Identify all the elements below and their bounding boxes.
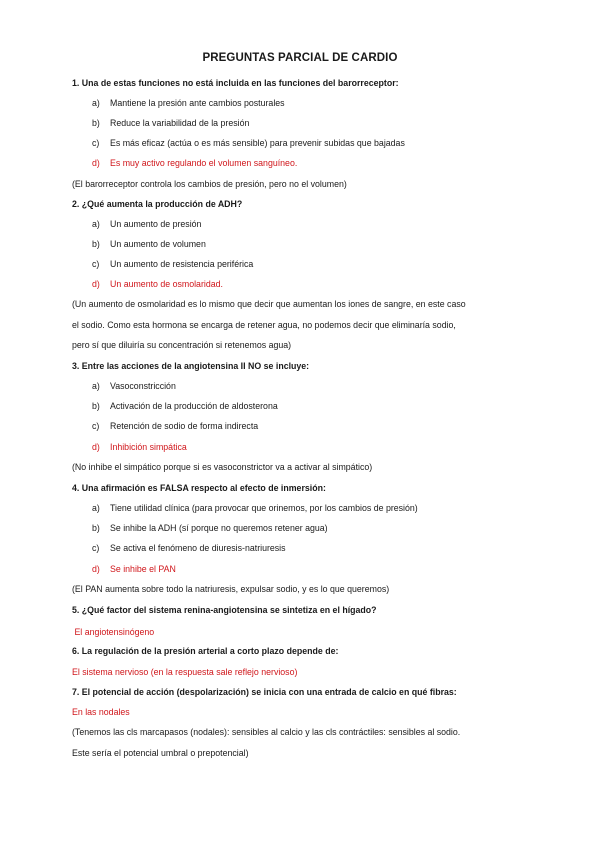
q4-option-b: b) Se inhibe la ADH (sí porque no queremos retener agua) (92, 523, 328, 533)
q1-option-b: b) Reduce la variabilidad de la presión (92, 118, 250, 128)
q1-option-a: a) Mantiene la presión ante cambios posturales (92, 98, 285, 108)
q7-note-line-2: Este sería el potencial umbral o prepotencial) (72, 748, 249, 758)
q7-note-line-1: (Tenemos las cls marcapasos (nodales): sensibles al calcio y las cls contráctiles: sensibles al sodio. (72, 727, 461, 737)
question-3: 3. Entre las acciones de la angiotensina II NO se incluye: (72, 361, 310, 371)
q1-option-d-answer: d) Es muy activo regulando el volumen sanguíneo. (92, 158, 298, 168)
q4-option-c: c) Se activa el fenómeno de diuresis-natriuresis (92, 543, 286, 553)
q2-option-a: a) Un aumento de presión (92, 219, 202, 229)
q7-answer: En las nodales (72, 707, 130, 717)
q2-option-b: b) Un aumento de volumen (92, 239, 206, 249)
question-1: 1. Una de estas funciones no está incluida en las funciones del barorreceptor: (72, 78, 399, 88)
q2-note-line-1: (Un aumento de osmolaridad es lo mismo que decir que aumentan los iones de sangre, en este caso (72, 299, 466, 309)
q1-note: (El barorreceptor controla los cambios de presión, pero no el volumen) (72, 179, 347, 189)
question-7: 7. El potencial de acción (despolarización) se inicia con una entrada de calcio en qué fibras: (72, 687, 457, 697)
q2-note-line-3: pero sí que diluiría su concentración si retenemos agua) (72, 340, 292, 350)
q6-answer: El sistema nervioso (en la respuesta sale reflejo nervioso) (72, 667, 298, 677)
q3-option-a: a) Vasoconstricción (92, 381, 176, 391)
question-5: 5. ¿Qué factor del sistema renina-angiotensina se sintetiza en el hígado? (72, 605, 377, 615)
q3-option-d-answer: d) Inhibición simpática (92, 442, 187, 452)
question-4: 4. Una afirmación es FALSA respecto al efecto de inmersión: (72, 483, 326, 493)
q4-option-a: a) Tiene utilidad clínica (para provocar que orinemos, por los cambios de presión) (92, 503, 418, 513)
q2-note-line-2: el sodio. Como esta hormona se encarga de retener agua, no podemos decir que eliminaría sodio, (72, 320, 456, 330)
q1-option-c: c) Es más eficaz (actúa o es más sensible) para prevenir subidas que bajadas (92, 138, 405, 148)
q2-option-c: c) Un aumento de resistencia periférica (92, 259, 254, 269)
page-title: PREGUNTAS PARCIAL DE CARDIO (202, 52, 398, 64)
q5-answer: El angiotensinógeno (72, 627, 155, 637)
q3-note: (No inhibe el simpático porque si es vasoconstrictor va a activar al simpático) (72, 462, 373, 472)
q2-option-d-answer: d) Un aumento de osmolaridad. (92, 279, 223, 289)
question-6: 6. La regulación de la presión arterial a corto plazo depende de: (72, 646, 339, 656)
q4-note: (El PAN aumenta sobre todo la natriuresis, expulsar sodio, y es lo que queremos) (72, 584, 390, 594)
q3-option-b: b) Activación de la producción de aldosterona (92, 401, 278, 411)
q3-option-c: c) Retención de sodio de forma indirecta (92, 421, 259, 431)
question-2: 2. ¿Qué aumenta la producción de ADH? (72, 199, 243, 209)
q4-option-d-answer: d) Se inhibe el PAN (92, 564, 176, 574)
